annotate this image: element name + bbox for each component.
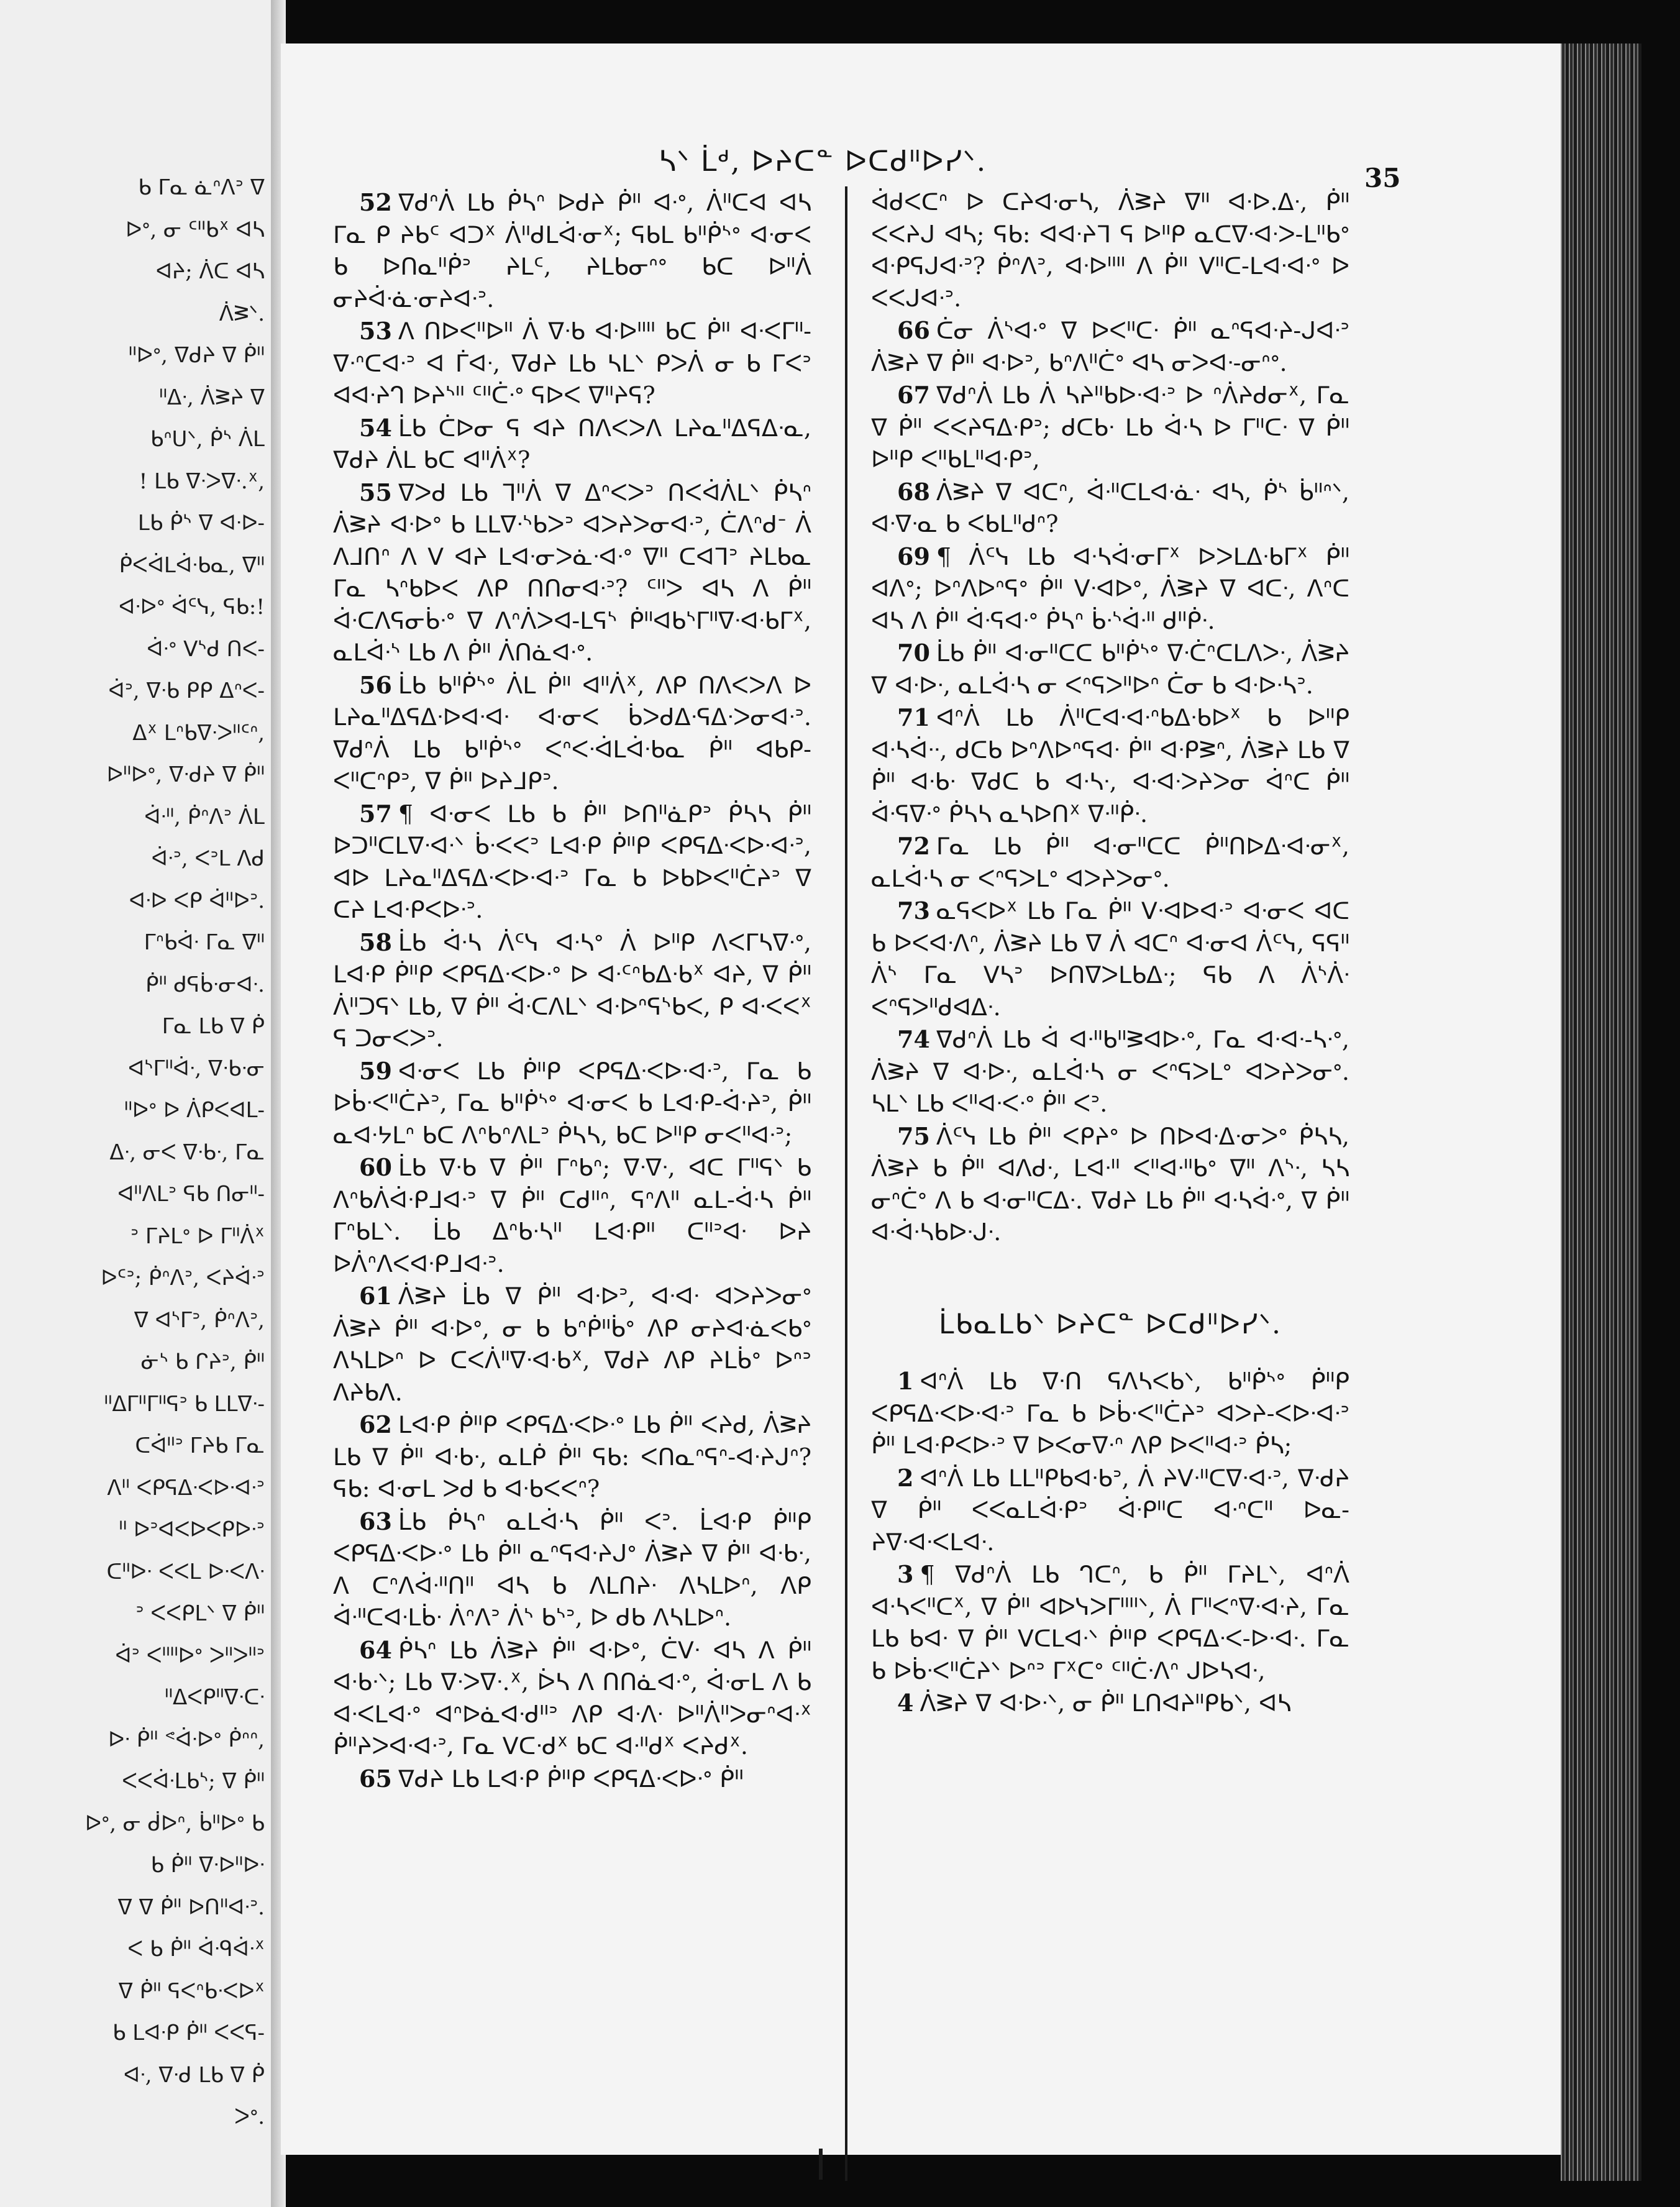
verse-text: ᐲᕒᔨ ᒫᑲ ᐁ ᑮᐦ ᐊᐧᐅᐣ, ᐊᐧᐊᐧ ᐊᐳᔨᐳᓂᐤ ᐲᕒᔨ ᑮᐦ ᐊᐧᐅᐤ, ᓂ ᑲ ᑲᐢᑮᐦᑳᐤ ᐱᑭ ᓂᔨᐊᐧᓈᐸᑲᐤ ᐱᓴᒪᐅᐢ ᐅ ᑕᐸᐲᐦᐁᐧᐊᐧᑲᕽ, ᐁᑯᔨ ᐱᑭ ᔨᒪᑳᐤ ᐅᐢᐣ ᐱᔨᑲᐱ. [333,1282,811,1406]
left-page-line: ᒪᑲ ᑮᔅ ᐁ ᐊᐧᐅ- [137,511,265,536]
verse [333,1409,811,1506]
verse [871,895,1349,1023]
verse-text: ᐊᐧᓂᐸ ᒪᑲ ᑮᐦᑭ ᐸᑭᕋᐃᐧᐸᐅᐧᐊᐧᐣ, ᒥᓇ ᑲ ᐅᑳᐧᐸᐦᑖᔨᐣ, ᒥᓇ ᑲᐦᑮᔅᐤ ᐊᐧᓂᐸ ᑲ ᒪᐊᐧᑭ-ᐋᐧᔨᐣ, ᑮᐦ ᓇᐊᐧᔭᒪᐢ ᑲᑕ ᐱᐢᑲᐢᐱᒪᐣ ᑮᓴᓴ, ᑲᑕ ᐅᐦᑭ ᓂᐸᐦᐊᐧᐣ; [333,1057,811,1149]
verse-number: 1 [897,1367,914,1395]
verse-number: 73 [897,897,930,925]
left-page-line: ᐊᔅᒥᐦᐋᐧ, ᐁᐧᑲᐧᓂ [128,1056,265,1081]
verse [333,1151,811,1280]
verse-number: 57 [359,799,392,828]
left-page-line: ᐲᕒᐠ. [219,301,265,326]
left-page-line: ᐋᐧᐣ, ᐸᐣᒪ ᐱᑯ [151,846,265,871]
running-head: ᓴᐠ ᒫᒄ, ᐅᔨᑕᓐ ᐅᑕᑯᐦᐅᓯᐠ. [659,144,987,178]
verse-number: 52 [359,188,392,216]
column-divider [845,186,847,2181]
verse-text: ᐲᑦᓭ ᒪᑲ ᑮᐦ ᐸᑭᔨᐤ ᐅ ᑎᐅᐊᐧᐃᐧᓂᐳᐤ ᑮᓴᓴ, ᐲᕒᔨ ᑲ ᑮᐦ ᐊᐱᑯᐧ, ᒪᐊᐧᐦ ᐸᐦᐊᐧᐦᑲᐤ ᐁᐦ ᐱᔅᐧ, ᓴᓴ ᓂᐢᑖᐤ ᐱ ᑲ ᐊᐧᓂᐦᑕᐃᐧ. ᐁᑯᔨ ᒪᑲ ᑮᐦ ᐊᐧᓴᐋᐧᐤ, ᐁ ᑮᐦ ᐊᐧᐋᐧᓴᑲᐅᐧᒍᐧ. [871,1122,1349,1246]
left-page-line: ᐋᐣ, ᐁᐧᑲ ᑭᑭ ᐃᐢᐸ- [108,679,265,703]
left-page-line: ᐅᐧ ᑮᐦ ᕝᐋᐧᐅᐤ ᑮᐢᐢ, [108,1727,265,1752]
verse-text: ᐋᑯᐸᑕᐢ ᐅ ᑕᔨᐊᐧᓂᓴ, ᐲᕒᔨ ᐁᐦ ᐊᐧᐅ.ᐃᐧ, ᑮᐦ ᐸᐸᔨᒍ ᐊᓴ; ᕋᑲ: ᐊᐊᐧᔨᒣ ᕋ ᐅᐦᑭ ᓇᑕᐁᐧᐊᐧᐳ-ᒪᐦᑲᐤ ᐊᐧᑭᕋᒍᐊᐧᐣ? ᑮᐢᐱᐣ, ᐊᐧᐅᐦᐦ ᐱ ᑮᐦ ᐯᐦᑕ-ᒪᐊᐧᐊᐧᐤ ᐅ ᐸᐸᒍᐊᐧᐣ. [871,188,1349,312]
left-page-line: ᐋᐧᐤ ᐯᔅᑯ ᑎᐸ- [147,636,265,662]
left-page-line: ᑲ ᑮᐦ ᐁᐧᐅᐦᐅᐧ [150,1853,265,1878]
left-page-line: ᑮᐸᐋᒪᐋᐧᑲᓇ, ᐁᐦ [119,552,265,578]
verse-text: ᐁᐳᑯ ᒪᑲ ᒣᐦᐲ ᐁ ᐃᐢᐸᐳᐣ ᑎᐸᐋᐲᒪᐠ ᑮᓴᐢ ᐲᕒᔨ ᐊᐧᐅᐤ ᑲ ᒪᒪᐁᐧᔅᑲᐳᐣ ᐊᐳᔨᐳᓂᐊᐧᐣ, ᑖᐱᐢᑯᐨ ᐲ ᐱᒧᑎᐢ ᐱ ᐯ ᐊᔨ ᒪᐊᐧᓂᐳᓈᐧᐊᐧᐤ ᐁᐦ ᑕᐊᒣᐣ ᔨᒪᑲᓇ ᒥᓇ ᓴᐢᑲᐅᐸ ᐱᑭ ᑎᑎᓂᐊᐧᐣ? ᑦᐦᐳ ᐊᓴ ᐱ ᑮᐦ ᐋᐧᑕᐱᕋᓂᑳᐧᐤ ᐁ ᐱᐢᐲᐳᐊ-ᒪᕋᔅ ᑮᐦᐊᑲᔅᒥᐦᐁᐧᐊᐧᑲᒥᕽ, ᓇᒪᐋᐧᔅ ᒪᑲ ᐱ ᑮᐦ ᐲᑎᓈᐊᐧᐤ. [333,478,811,666]
left-page-line: ᐋᐣ ᐸᐦᐦᐅᐤ ᐳᐦᐳᐦᐣ [115,1643,265,1668]
left-page-line: ᑲ ᒪᐊᐧᑭ ᑮᐦ ᐸᐸᕋ- [112,2021,265,2045]
left-page-line: ᐣ ᒥᔨᒪᐤ ᐅ ᒥᐦᐲᕽ [130,1223,265,1249]
left-page-line: ᐦᐃᐧ, ᐲᕒᔨ ᐁ [158,385,265,410]
verse [333,1506,811,1634]
verse [333,1763,811,1796]
verse-number: 64 [359,1635,392,1664]
verse-text: ᐊᐢᐲ ᒪᑲ ᐁᐧᑎ ᕋᐱᓴᐸᑲᐠ, ᑲᐦᑮᔅᐤ ᑮᐦᑭ ᐸᑭᕋᐃᐧᐸᐅᐧᐊᐧᐣ ᒥᓇ ᑲ ᐅᑳᐧᐸᐦᑖᔨᐣ ᐊᐳᔨ-ᐸᐅᐧᐊᐧᐣ ᑮᐦ ᒪᐊᐧᑭᐸᐅᐧᐣ ᐁ ᐅᐸᓂᐁᐧᐢ ᐱᑭ ᐅᐸᐦᐊᐧᐣ ᑮᓴ; [871,1368,1349,1459]
verse-text: ᒫᑲ ᐁᐧᑲ ᐁ ᑮᐦ ᒥᐢᑲᐢ; ᐁᐧᐁᐧ, ᐊᑕ ᒥᐦᕋᐠ ᑲ ᐱᐢᑲᐲᐋᐧᑭᒧᐊᐧᐣ ᐁ ᑮᐦ ᑕᑯᐦᐢ, ᕋᐢᐱᐦ ᓇᒪ-ᐋᐧᓴ ᑮᐦ ᒥᐢᑲᒪᐠ. ᒫᑲ ᐃᐢᑲᐧᓴᐦ ᒪᐊᐧᑭᐦ ᑕᐦᐣᐊᐧ ᐅᔨ ᐅᐲᐢᐱᐸᐊᐧᑭᒧᐊᐧᐣ. [333,1154,811,1277]
left-page-line: ᐋᐧᐦ, ᑮᐢᐱᐣ ᐲᒪ [144,804,265,829]
verse-text: ᓇᕋᐸᐅᕽ ᒪᑲ ᒥᓇ ᑮᐦ ᐯᐧᐊᐅᐊᐧᐣ ᐊᐧᓂᐸ ᐊᑕ ᑲ ᐅᐸᐊᐧᐱᐢ, ᐲᕒᔨ ᒪᑲ ᐁ ᐲ ᐊᑕᐢ ᐊᐧᓂᐊ ᐲᑦᓭ, ᕋᕋᐦ ᐲᔅ ᒥᓇ ᐯᓴᐣ ᐅᑎᐁᐳᒪᑲᐃᐧ; ᕋᑲ ᐱ ᐲᔅᐲᐧ ᐸᐢᕋᐳᐦᑯᐊᐃᐧ. [871,897,1349,1021]
left-page-line: ᐦᐃᐸᑭᐦᐁᐧᑕᐧ [164,1685,265,1710]
left-page-line: ᐸ ᑲ ᑮᐦ ᐋᐧᑫᐋᐧᕽ [127,1937,265,1962]
verse-number: 62 [359,1410,392,1438]
page-number: 35 [1364,163,1401,193]
verse-number: 69 [897,542,930,570]
verse-text: ᐁᑯᐢᐲ ᒪᑲ ᐋ ᐊᐧᐦᑲᐦᕒᐊᐅᐧᐤ, ᒥᓇ ᐊᐧᐊᐧ-ᓴᐧᐤ, ᐲᕒᔨ ᐁ ᐊᐧᐅᐧ, ᓇᒪᐋᐧᓴ ᓂ ᐸᐢᕋᐳᒪᐤ ᐊᐳᔨᐳᓂᐤ. ᓴᒪᐠ ᒪᑲ ᐸᐦᐊᐧᐸᐧᐤ ᑮᐦ ᐸᐣ. [871,1026,1349,1117]
left-page-line: ᐁ ᑮᐦ ᕋᐸᐢᑲᐧᐸᐅᕽ [118,1978,265,2004]
left-page-line: ᐦ ᐅᐣᐊᐸᐅᐸᑭᐅᐧᐣ [119,1517,265,1542]
left-page-line: ᑮᐦ ᑯᕋᑳᐧᓂᐊᐧ. [145,972,265,997]
verse [871,1120,1349,1249]
right-column [871,186,1349,1720]
left-page-line: ᐅᑦᐣ; ᑮᐢᐱᐣ, ᐸᔨᐋᐧᐣ [101,1266,265,1291]
left-page-line: ᐊᐧᐅ ᐸᑭ ᐋᐦᐅᐣ. [129,888,265,913]
section-title: ᒫᑲᓇᒪᑲᐠ ᐅᔨᑕᓐ ᐅᑕᑯᐦᐅᓯᐠ. [939,1308,1282,1340]
verse-number: 68 [897,477,930,506]
margin-mark [819,2149,823,2180]
verse-number: 60 [359,1153,392,1181]
verse [871,637,1349,701]
verse-text: ᐊᐢᐲ ᒪᑲ ᐲᐦᑕᐊᐧᐊᐧᐢᑲᐃᐧᑲᐅᕽ ᑲ ᐅᐦᑭ ᐊᐧᓴᐋᐧᐧ, ᑯᑕᑲ ᐅᐢᐱᐅᐢᕋᐊᐧ ᑮᐦ ᐊᐧᑭᕒᐢ, ᐲᕒᔨ ᒪᑲ ᐁ ᑮᐦ ᐊᐧᑲᐧ ᐁᑯᑕ ᑲ ᐊᐧᓴᐧ, ᐊᐧᐊᐧᐳᔨᐳᓂ ᐋᐢᑕ ᑮᐦ ᐋᐧᕋᐁᐧᐤ ᑮᓴᓴ ᓇᓴᐅᑎᕽ ᐁᐧᐦᑮᐧ. [871,704,1349,828]
page-edges [1561,43,1641,2181]
verse-number: 58 [359,928,392,956]
left-page-line: ᐊᐧ, ᐁᐧᑯ ᒪᑲ ᐁ ᑮ [123,2062,265,2088]
verse [871,541,1349,637]
verse-text: ᑮᓴᐢ ᒪᑲ ᐲᕒᔨ ᑮᐦ ᐊᐧᐅᐤ, ᑖᐯᐧ ᐊᓴ ᐱ ᑮᐦ ᐊᐧᑲᐧᐠ; ᒪᑲ ᐁᐧᐳᐁᐧ.ᕽ, ᐆᓴ ᐱ ᑎᑎᓈᐊᐧᐤ, ᐋᐧᓂᒪ ᐱ ᑲ ᐊᐧᐸᒪᐊᐧᐤ ᐊᐢᐅᓈᐊᐧᑯᐦᐣ ᐱᑭ ᐊᐧᐱᐧ ᐅᐦᐲᐦᐳᓂᐢᐊᐧᕽ ᑮᐦᔨᐳᐊᐧᐊᐧᐣ, ᒥᓇ ᐯᑕᐧᑯᕽ ᑲᑕ ᐊᐧᐦᑯᕽ ᐸᔨᑯᕽ. [333,1636,811,1760]
verse-text: ᐲᕒᔨ ᐁ ᐊᐧᐅᐧᐠ, ᓂ ᑮᐦ ᒪᑎᐊᔨᐦᑭᑲᐠ, ᐊᓴ [920,1689,1292,1717]
verse [871,830,1349,895]
left-page-line: ᐸᐸᐋᐧᒪᑲᔅ; ᐁ ᑮᐦ [122,1769,265,1794]
verse-number: 67 [897,381,930,409]
verse [333,412,811,477]
left-page-line: ᑲ ᒥᓇ ᓈᐢᐱᐣ ᐁ [138,175,265,200]
left-page-line: ᐅᐦᐅᐤ, ᐁᐧᑯᔨ ᐁ ᑮᐦ [106,762,265,787]
verse [333,477,811,669]
left-page-line: ᑕᐦᐅᐧ ᐸᐸᒪ ᐅᐧᐸᐱᐧ [106,1559,265,1584]
verse-number: 54 [359,413,392,442]
left-page [0,0,271,2207]
verse-number: 72 [897,832,930,860]
left-page-line: ᐣ ᐸᐸᑭᒪᐠ ᐁ ᑮᐦ [135,1601,265,1626]
verse-text: ᒪᐊᐧᑭ ᑮᐦᑭ ᐸᑭᕋᐃᐧᐸᐅᐧᐤ ᒪᑲ ᑮᐦ ᐸᔨᑯ, ᐲᕒᔨ ᒪᑲ ᐁ ᑮᐦ ᐊᐧᑲᐧ, ᓇᒪᑮ ᑮᐦ ᕋᑲ: ᐸᑎᓇᐢᕋᐢ-ᐊᐧᔨᒍᐢ? ᕋᑲ: ᐊᐧᓂᒪ ᐳᑯ ᑲ ᐊᐧᑲᐸᐸᐢ? [333,1411,811,1502]
left-page-line: ! ᒪᑲ ᐁᐧᐳᐁᐧ.ᕽ, [139,468,265,494]
left-page-line: ᐊᔨ; ᐲᑕ ᐊᓴ [155,259,265,284]
left-page-line: ᐁ ᐊᔅᒥᐣ, ᑮᐢᐱᐣ, [134,1307,265,1333]
verse-text: ᒫᑲ ᑮᓴᐢ ᓇᒪᐋᐧᓴ ᑮᐦ ᐸᐣ. ᒫᐊᐧᑭ ᑮᐦᑭ ᐸᑭᕋᐃᐧᐸᐅᐧᐤ ᒪᑲ ᑮᐦ ᓇᐢᕋᐊᐧᔨᒍᐤ ᐲᕒᔨ ᐁ ᑮᐦ ᐊᐧᑲᐧ, ᐱ ᑕᐢᐱᐋᐧᐦᑎᐦ ᐊᓴ ᑲ ᐱᒪᑎᔨᐧ ᐱᓴᒪᐅᐢ, ᐱᑭ ᐋᐧᐦᑕᐊᐧᒪᑳᐧ ᐲᐢᐱᐣ ᐲᔅ ᑲᔅᐣ, ᐅ ᑯᑲ ᐱᓴᒪᐅᐢ. [333,1507,811,1631]
left-page-line: ᐱᐦ ᐸᑭᕋᐃᐧᐸᐅᐧᐊᐧᐣ [107,1475,265,1501]
verse-number: 75 [897,1122,930,1150]
verse-text: ¶ ᐲᑦᓭ ᒪᑲ ᐊᐧᓴᐋᐧᓂᒥᕽ ᐅᐳᒪᐃᐧᑲᒥᕽ ᑮᐦ ᐊᐱᐤ; ᐅᐢᐱᐅᐢᕋᐤ ᑮᐦ ᐯᐧᐊᐅᐤ, ᐲᕒᔨ ᐁ ᐊᑕᐧ, ᐱᐢᑕ ᐊᓴ ᐱ ᑮᐦ ᐋᐧᕋᐊᐧᐤ ᑮᓴᐢ ᑳᐧᔅᐋᐧᐦ ᑯᐦᑮᐧ. [871,542,1349,634]
left-page-line: ᐅᐤ, ᓂ ᑦᐦᑲᕽ ᐊᓴ [126,217,265,242]
left-page-line: ᓃᔅ ᑲ ᒋᔨᐣ, ᑮᐦ [141,1350,265,1374]
verse-number: 66 [897,316,930,344]
left-page-line: ᑕᐋᐦᐣ ᒥᔨᑲ ᒥᓇ [135,1433,265,1458]
left-page-line: ᐃᕽ ᒪᐢᑲᐁᐧᐳᐦᑦᐢ, [132,720,265,746]
verse-text: ᒫᑲ ᑲᐦᑮᔅᐤ ᐲᒪ ᑮᐦ ᐊᐦᐲᕽ, ᐱᑭ ᑎᐱᐸᐳᐱ ᐅ ᒪᔨᓇᐦᐃᕋᐃᐧᐅᐊᐧᐊᐧ ᐊᐧᓂᐸ ᑳᐳᑯᐃᐧᕋᐃᐧᐳᓂᐊᐧᐣ. ᐁᑯᐢᐲ ᒪᑲ ᑲᐦᑮᔅᐤ ᐸᐢᐸᐧᐋᒪᐋᐧᑲᓇ ᑮᐦ ᐊᑲᑭ-ᐸᐦᑕᐢᑭᐣ, ᐁ ᑮᐦ ᐅᔨᒧᑭᐣ. [333,671,811,795]
left-page-line: ᒥᐢᑲᐋᐧ ᒥᓇ ᐁᐦ [144,930,265,955]
left-page-line: ᒥᓇ ᒪᑲ ᐁ ᑮ [162,1014,265,1039]
verse-number: 61 [359,1282,392,1310]
verse [333,926,811,1055]
verse [871,1687,1349,1720]
verse [871,186,1349,314]
verse-text: ¶ ᐁᑯᐢᐲ ᒪᑲ ᒉᑕᐢ, ᑲ ᑮᐦ ᒥᔨᒪᐠ, ᐊᐢᐲ ᐊᐧᓴᐸᐦᑕᕽ, ᐁ ᑮᐦ ᐊᐅᓭᐳᒥᐦᐦᐠ, ᐲ ᒥᐦᐸᐢᐁᐧᐊᐧᔨ, ᒥᓇ ᒪᑲ ᑲᐊᐧ ᐁ ᑮᐦ ᐯᑕᒪᐊᐧᐠ ᑮᐦᑭ ᐸᑭᕋᐃᐧᐸ-ᐅᐧᐊᐧ. ᒥᓇ ᑲ ᐅᑳᐧᐸᐦᑖᔨᐠ ᐅᐢᐣ ᒥᕽᑕᐤ ᑦᐦᑖᐧᐱᐢ ᒍᐅᓴᐊᐧ, [871,1561,1349,1684]
verse-number: 70 [897,639,930,667]
verse-text: ᐱ ᑎᐅᐸᐦᐅᐦ ᐲ ᐁᐧᑲ ᐊᐧᐅᐦᐦ ᑲᑕ ᑮᐦ ᐊᐧᐸᒥᐦ-ᐁᐧᐢᑕᐊᐧᐣ ᐊ ᒦᐊᐧ, ᐁᑯᔨ ᒪᑲ ᓴᒪᐠ ᑭᐳᐲ ᓂ ᑲ ᒥᐸᐣ ᐊᐊᐧᔨᒉ ᐅᔨᔅᐦ ᑦᐦᑖᐧᐤ ᕋᐅᐸ ᐁᐦᔨᕋ? [333,318,811,409]
left-page-line: ᐦᐃᒥᐦᒥᐦᕋᐣ ᑲ ᒪᒪᐁᐧ- [104,1391,265,1417]
verse-number: 55 [359,478,392,506]
verse-text: ᒥᓇ ᒪᑲ ᑮᐦ ᐊᐧᓂᐦᑕᑕ ᑮᐦᑎᐅᐃᐧᐊᐧᓂᕽ, ᓇᒪᐋᐧᓴ ᓂ ᐸᐢᕋᐳᒪᐤ ᐊᐳᔨᐳᓂᐤ. [871,833,1349,892]
verse-text: ᐁᑯᔨ ᒪᑲ ᒪᐊᐧᑭ ᑮᐦᑭ ᐸᑭᕋᐃᐧᐸᐅᐧᐤ ᑮᐦ [398,1765,744,1793]
verse [871,1558,1349,1687]
verse [871,379,1349,476]
verse [871,1023,1349,1120]
verse-number: 65 [359,1764,392,1793]
left-column [333,186,811,1795]
verse [871,1365,1349,1462]
verse-text: ¶ ᐊᐧᓂᐸ ᒪᑲ ᑲ ᑮᐦ ᐅᑎᐦᓈᑭᐣ ᑮᓴᓴ ᑮᐦ ᐅᑐᐦᑕᒪᐁᐧᐊᐧᐠ ᑳᐧᐸᐸᐣ ᒪᐊᐧᑭ ᑮᐦᑭ ᐸᑭᕋᐃᐧᐸᐅᐧᐊᐧᐣ, ᐊᐅ ᒪᔨᓇᐦᐃᕋᐃᐧᐸᐅᐧᐊᐧᐣ ᒥᓇ ᑲ ᐅᑲᐅᐸᐦᑖᔨᐣ ᐁ ᑕᔨ ᒪᐊᐧᑭᐸᐅᐧᐣ. [333,800,811,923]
verse [333,669,811,798]
left-page-line: ᑲᐢᑌᐠ, ᑮᔅ ᐲᒪ [150,427,265,452]
verse-number: 53 [359,317,392,345]
verse-text: ᑖᓂ ᐲᔅᐊᐧᐤ ᐁ ᐅᐸᐦᑕᐧ ᑮᐦ ᓇᐢᕋᐊᐧᔨ-ᒍᐊᐧᐣ ᐲᕒᔨ ᐁ ᑮᐦ ᐊᐧᐅᐣ, ᑲᐢᐱᐦᑖᐤ ᐊᓴ ᓂᐳᐊᐧ-ᓂᐢᐤ. [871,317,1349,377]
left-page-line: ᐁ ᐁ ᑮᐦ ᐅᑎᐦᐊᐧᐣ. [117,1894,265,1920]
verse-text: ᐁᑯᐢᐲ ᒪᑲ ᐲ ᓴᔨᐦᑲᐅᐧᐊᐧᐣ ᐅ ᐢᐲᔨᑯᓂᕽ, ᒥᓇ ᐁ ᑮᐦ ᐸᐸᔨᕋᐃᐧᑭᐣ; ᑯᑕᑲᐧ ᒪᑲ ᐋᐧᓴ ᐅ ᒥᐦᑕᐧ ᐁ ᑮᐦ ᐅᐦᑭ ᐸᐦᑲᒪᐦᐊᐧᑭᐣ, [871,382,1349,473]
left-page-line: ᐊᐦᐱᒪᐣ ᕋᑲ ᑎᓂᐦ- [117,1182,265,1207]
verse-number: 71 [897,703,930,731]
verse [333,1280,811,1409]
verse-number: 56 [359,670,392,699]
verse-text: ᒫᑲ ᐋᐧᓴ ᐲᑦᓭ ᐊᐧᓴᐤ ᐲ ᐅᐦᑭ ᐱᐸᒥᓴᐁᐧᐤ, ᒪᐊᐧᑭ ᑮᐦᑭ ᐸᑭᕋᐃᐧᐸᐅᐧᐤ ᐅ ᐊᐧᑦᐢᑲᐃᐧᑲᕽ ᐊᔨ, ᐁ ᑮᐦ ᐲᐦᑐᕋᐠ ᒪᑲ, ᐁ ᑮᐦ ᐋᐧᑕᐱᒪᐠ ᐊᐧᐅᐢᕋᔅᑲᐸ, ᑭ ᐊᐧᐸᐸᕽ ᕋ ᑐᓂᐸᐳᐣ. [333,928,811,1052]
left-page-line: ᐃᐧ, ᓂᐸ ᐁᐧᑲᐧ, ᒥᓇ [109,1140,265,1165]
left-page-line: ᐳᐤ. [234,2104,265,2129]
verse [333,186,811,315]
left-page-line: ᐦᐅᐤ, ᐁᑯᔨ ᐁ ᑮᐦ [128,343,265,368]
verse [333,798,811,926]
left-page-line: ᐦᐅᐤ ᐅ ᐲᑭᐸᐊᒪ- [124,1098,265,1123]
verse-text: ᐊᐢᐲ ᒪᑲ ᒪᒪᐦᑭᑲᐊᐧᑲᐣ, ᐲ ᔨᐯᐧᐦᑕᐁᐧᐊᐧᐣ, ᐁᐧᑯᔨ ᐁ ᑮᐦ ᐸᐸᓇᒪᐋᐧᑭᐣ ᐋᐧᑭᐦᑕ ᐊᐧᐢᑕᐦ ᐅᓇ-ᔨᐁᐧᐊᐧᐸᒪᐊᐧ. [871,1464,1349,1556]
verse [333,1634,811,1763]
verse-number: 2 [897,1463,914,1492]
verse-text: ᐁᑯᐢᐲ ᒪᑲ ᑮᓴᐢ ᐅᑯᔨ ᑮᐦ ᐊᐧᐤ, ᐲᐦᑕᐊ ᐊᓴ ᒥᓇ ᑭ ᔨᑲᑦ ᐊᑐᕽ ᐲᐦᑯᒪᐋᐧᓂᕽ; ᕋᑲᒪ ᑲᐦᑮᔅᐤ ᐊᐧᓂᐸ ᑲ ᐅᑎᓇᐦᑮᐣ ᔨᒪᑦ, ᔨᒪᑲᓂᐢᐤ ᑲᑕ ᐅᐦᐲ ᓂᔨᐋᐧᓈᐧᓂᔨᐊᐧᐣ. [333,189,811,313]
verse-number: 74 [897,1025,930,1053]
verse [333,1055,811,1152]
verse-number: 3 [897,1560,914,1588]
verse [871,701,1349,830]
verse [871,476,1349,541]
verse-text: ᒫᑲ ᑖᐅᓂ ᕋ ᐊᔨ ᑎᐱᐸᐳᐱ ᒪᔨᓇᐦᐃᕋᐃᐧᓇ, ᐁᑯᔨ ᐲᒪ ᑲᑕ ᐊᐦᐲᕽ? [333,414,811,473]
verse [871,1462,1349,1559]
verse-number: 63 [359,1507,392,1535]
verse-number: 59 [359,1056,392,1085]
verse-text: ᒫᑲ ᑮᐦ ᐊᐧᓂᐦᑕᑕ ᑲᐦᑮᔅᐤ ᐁᐧᑖᐢᑕᒪᐱᐳᐧ, ᐲᕒᔨ ᐁ ᐊᐧᐅᐧ, ᓇᒪᐋᐧᓴ ᓂ ᐸᐢᕋᐳᐦᐅᐢ ᑖᓂ ᑲ ᐊᐧᐅᐧᓴᐣ. [871,639,1349,699]
left-page-line: ᐊᐧᐅᐤ ᐋᑦᓭ, ᕋᑲ:! [118,595,265,619]
left-page-line: ᐅᐤ, ᓂ ᑰᐅᐢ, ᑳᐦᐅᐤ ᑲ [84,1811,265,1836]
verse [871,314,1349,379]
verse-number: 4 [897,1689,914,1717]
verse-text: ᐲᕒᔨ ᐁ ᐊᑕᐢ, ᐋᐧᐦᑕᒪᐊᐧᓈᐧ ᐊᓴ, ᑮᔅ ᑳᐦᐢᐠ, ᐊᐧᐁᐧᓇ ᑲ ᐸᑲᒪᐦᑯᐢ? [871,478,1349,537]
verse [333,315,811,412]
